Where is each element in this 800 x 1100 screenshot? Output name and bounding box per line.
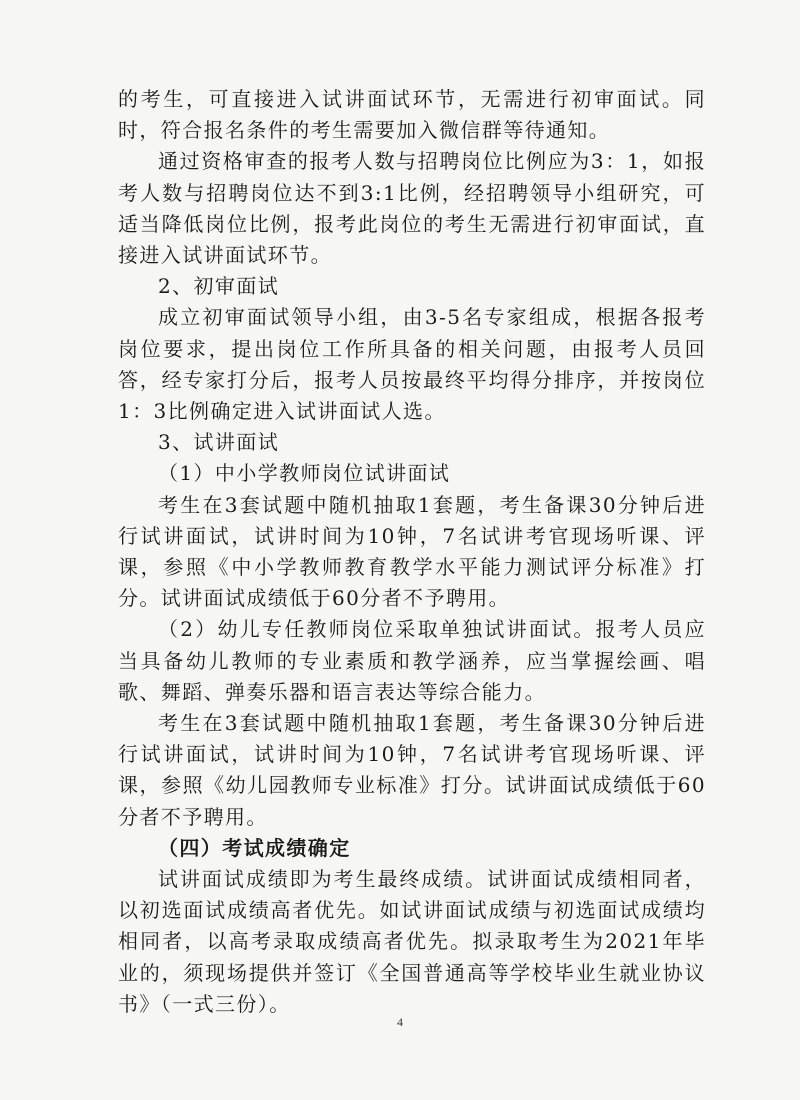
- section-heading-3: 3、试讲面试: [158, 430, 280, 455]
- section-heading-4: （四）考试成绩确定: [158, 835, 351, 860]
- subheading-1: （1）中小学教师岗位试讲面试: [158, 461, 451, 486]
- section-heading-2: 2、初审面试: [158, 274, 280, 299]
- paragraph-7: 试讲面试成绩即为考生最终成绩。试讲面试成绩相同者，以初选面试成绩高者优先。如试讲面试成绩与初选面试成绩均相同者，以高考录取成绩高者优先。拟录取考生为2021年毕业的，须现场提供并签订《全国普通高等学校毕业生就业协议书》（一式三份）。: [118, 867, 706, 1016]
- paragraph-1: 的考生，可直接进入试讲面试环节，无需进行初审面试。同时，符合报名条件的考生需要加入微信群等待通知。: [118, 87, 706, 143]
- paragraph-2: 通过资格审查的报考人数与招聘岗位比例应为3：1，如报考人数与招聘岗位达不到3:1比例，经招聘领导小组研究，可适当降低岗位比例，报考此岗位的考生无需进行初审面试，直接进入试讲面试环节。: [118, 149, 706, 268]
- paragraph-3: 成立初审面试领导小组，由3-5名专家组成，根据各报考岗位要求，提出岗位工作所具备的相关问题，由报考人员回答，经专家打分后，报考人员按最终平均得分排序，并按岗位1：3比例确定进入试讲面试人选。: [118, 305, 706, 424]
- document-body: [118, 84, 706, 1020]
- page-number: 4: [397, 1015, 403, 1029]
- paragraph-5: （2）幼儿专任教师岗位采取单独试讲面试。报考人员应当具备幼儿教师的专业素质和教学涵养，应当掌握绘画、唱歌、舞蹈、弹奏乐器和语言表达等综合能力。: [118, 617, 706, 704]
- paragraph-4: 考生在3套试题中随机抽取1套题，考生备课30分钟后进行试讲面试，试讲时间为10钟，7名试讲考官现场听课、评课，参照《中小学教师教育教学水平能力测试评分标准》打分。试讲面试成绩低于60分者不予聘用。: [118, 492, 706, 611]
- paragraph-6: 考生在3套试题中随机抽取1套题，考生备课30分钟后进行试讲面试，试讲时间为10钟，7名试讲考官现场听课、评课，参照《幼儿园教师专业标准》打分。试讲面试成绩低于60分者不予聘用。: [118, 711, 706, 829]
